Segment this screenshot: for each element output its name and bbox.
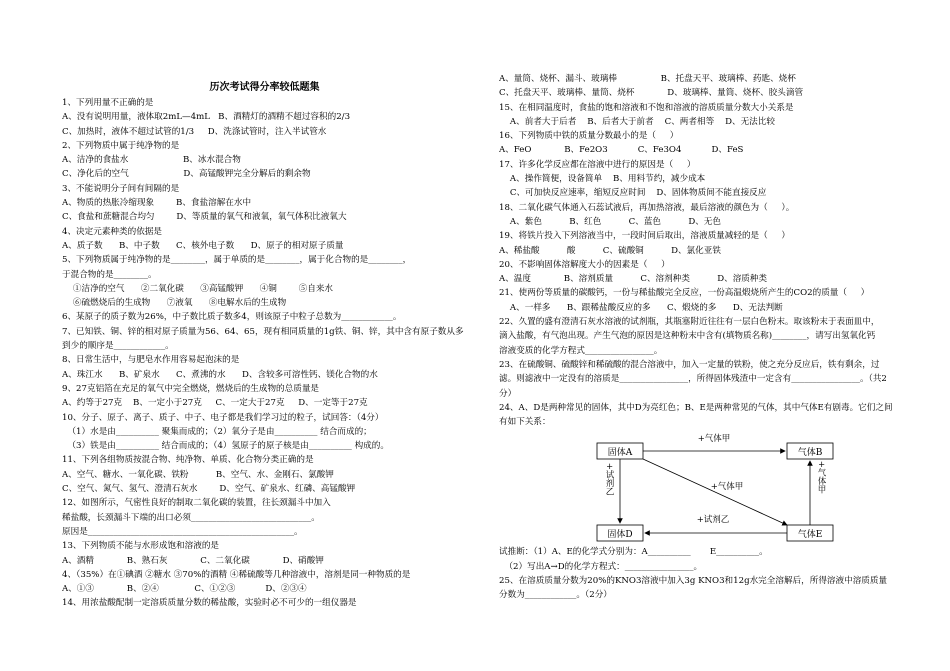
question-line: 到少的顺序是____________。 bbox=[62, 341, 174, 352]
reaction-diagram bbox=[499, 429, 907, 545]
reaction-diagram-svg bbox=[499, 429, 907, 545]
question-line: A、FeO B、Fe2O3 C、Fe3O4 D、FeS bbox=[499, 145, 744, 156]
question-line: 分数为____________。（2分） bbox=[499, 590, 612, 601]
question-line: 1、下列用量不正确的是 bbox=[62, 98, 154, 108]
question-line: 19、将铁片投入下列溶液当中，一段时间后取出，溶液质量减轻的是（ ） bbox=[499, 231, 791, 242]
question-line: A、洁净的食盐水 B、冰水混合物 bbox=[62, 155, 241, 166]
left-question-list bbox=[62, 96, 467, 611]
question-line: 21、使两份等质量的碳酸钙，一份与稀盐酸完全反应，一份高温煅烧所产生的CO2的质量（ ） bbox=[499, 288, 870, 299]
arrow-a-to-d-label: +试剂乙 bbox=[604, 463, 614, 496]
solid-d-label: 固体D bbox=[607, 530, 633, 541]
question-line: A、质子数 B、中子数 C、核外电子数 D、原子的相对原子质量 bbox=[62, 240, 344, 251]
question-line: A、珠江水 B、矿泉水 C、煮沸的水 D、含较多可溶性钙、镁化合物的水 bbox=[62, 369, 378, 380]
question-line: 4、（35%）在①碘酒 ②糖水 ③70%的酒精 ④稀硫酸等几种溶液中，溶剂是同一种物质的是 bbox=[62, 569, 411, 580]
question-line: 溶液变质的化学方程式________________。 bbox=[499, 345, 663, 356]
question-line: 18、二氧化碳气体通入石蕊试液后，再加热溶液，最后溶液的颜色为（ ）。 bbox=[499, 202, 795, 213]
question-line: 2、下列物质中属于纯净物的是 bbox=[62, 140, 180, 151]
question-line: C、可加快反应速率，缩短反应时间 D、固体物质间不能直接反应 bbox=[499, 188, 767, 199]
question-line: A、稀盐酸 酸 C、硫酸铜 D、氯化亚铁 bbox=[499, 245, 721, 256]
question-line: A、没有说明用量，液体取2mL—4mL B、酒精灯的酒精不超过容积的2/3 bbox=[62, 112, 351, 123]
arrow-e-to-d-label: +试剂乙 bbox=[696, 515, 730, 526]
question-line: 15、在相同温度时，食盐的饱和溶液和不饱和溶液的溶质质量分数大小关系是 bbox=[499, 102, 794, 113]
question-line: A、量筒、烧杯、漏斗、玻璃棒 B、托盘天平、玻璃棒、药匙、烧杯 bbox=[499, 74, 796, 84]
question-line: 13、下列物质不能与水形成饱和溶液的是 bbox=[62, 541, 220, 552]
question-line: 24、A、D是两种常见的固体，其中D为亮红色；B、E是两种常见的气体，其中气体E有剧毒。它们之间 bbox=[499, 402, 893, 413]
question-line: （1）水是由__________ 聚集而成的；（2）氧分子是由__________ 结合而成的； bbox=[62, 426, 372, 437]
question-line: A、一样多 B、跟稀盐酸反应的多 C、煅烧的多 D、无法判断 bbox=[499, 302, 783, 313]
question-line: 3、不能说明分子间有间隔的是 bbox=[62, 183, 180, 194]
question-line: 滤。则滤液中一定没有的溶质是________________，所得固体残渣中一定含有________________。（共2 bbox=[499, 374, 887, 385]
arrow-a-to-e-label: +气体甲 bbox=[710, 482, 744, 493]
question-line: A、操作简便，设备简单 B、用料节约，减少成本 bbox=[499, 174, 706, 185]
question-line: 试推断：（1）A、E的化学式分别为：A__________ E__________。 bbox=[499, 547, 768, 558]
question-line: 分） bbox=[499, 388, 517, 399]
gas-b-label: 气体B bbox=[797, 448, 823, 459]
question-line: C、加热时，液体不超过试管的1/3 D、洗涤试管时，注入半试管水 bbox=[62, 126, 327, 137]
question-line: A、紫色 B、红色 C、蓝色 D、无色 bbox=[499, 216, 721, 227]
page-title: 历次考试得分率较低题集 bbox=[209, 82, 320, 93]
question-line: 14、用浓盐酸配制一定溶质质量分数的稀盐酸，实验时必不可少的一组仪器是 bbox=[62, 598, 357, 609]
question-line: C、食盐和蔗糖混合均匀 D、等质量的氧气和液氧，氧气体积比液氧大 bbox=[62, 212, 347, 223]
question-line: ①洁净的空气 ②二氧化碳 ③高锰酸钾 ④铜 ⑤自来水 bbox=[62, 283, 334, 294]
question-line: A、前者大于后者 B、后者大于前者 C、两者相等 D、无法比较 bbox=[499, 116, 775, 127]
question-line: C、托盘天平、玻璃棒、量筒、烧杯 D、玻璃棒、量筒、烧杯、胶头滴管 bbox=[499, 88, 804, 99]
question-line: A、酒精 B、熟石灰 C、二氧化碳 D、硝酸钾 bbox=[62, 555, 324, 566]
question-line: 有如下关系： bbox=[499, 417, 551, 428]
question-line: 5、下列物质属于纯净物的是________，属于单质的是________，属于化合物的是________， bbox=[62, 255, 412, 266]
question-line: 16、下列物质中铁的质量分数最小的是（ ） bbox=[499, 131, 679, 142]
question-line: A、约等于27克 B、一定小于27克 C、一定大于27克 D、一定等于27克 bbox=[62, 398, 368, 409]
right-column bbox=[499, 0, 907, 603]
question-line: 滴入盐酸，有气泡出现。产生气泡的原因是这种粉末中含有(填物质名称)________，请写出氢氧化钙 bbox=[499, 331, 876, 342]
arrow-a-to-b-label: +气体甲 bbox=[697, 434, 731, 445]
question-line: 23、在硫酸铜、硫酸锌和稀硫酸的混合溶液中，加入一定量的铁粉，使之充分反应后，铁有剩余，过 bbox=[499, 359, 880, 370]
question-line: A、空气、糖水、一氧化碳、铁粉 B、空气、水、金刚石、氯酸钾 bbox=[62, 469, 334, 480]
question-line: 22、久置的盛有澄清石灰水溶液的试剂瓶，其瓶塞附近往往有一层白色粉末。取该粉末于表面皿中， bbox=[499, 317, 880, 328]
question-line: （3）铁是由__________ 结合而成的；（4）氢原子的原子核是由__________ 构成的。 bbox=[62, 441, 389, 452]
question-line: 9、27克铝箔在充足的氧气中完全燃烧，燃烧后的生成物的总质量是 bbox=[62, 383, 320, 394]
question-line: 稀盐酸，长颈漏斗下端的出口必须____________________________。 bbox=[62, 512, 320, 523]
right-question-list-after bbox=[499, 545, 907, 602]
right-question-list bbox=[499, 72, 907, 429]
question-line: 于混合物的是________。 bbox=[62, 269, 157, 280]
question-line: 20、不影响固体溶解度大小的因素是（ ） bbox=[499, 259, 670, 270]
question-line: 8、日常生活中，与肥皂水作用容易起泡沫的是 bbox=[62, 355, 240, 366]
question-line: ⑥硫燃烧后的生成物 ⑦液氧 ⑧电解水后的生成物 bbox=[62, 298, 287, 309]
question-line: A、温度 B、溶剂质量 C、溶剂种类 D、溶质种类 bbox=[499, 274, 768, 285]
left-column bbox=[62, 0, 467, 611]
question-line: 12、如图所示，气密性良好的制取二氧化碳的装置，往长颈漏斗中加入 bbox=[62, 498, 331, 509]
question-line: 4、决定元素种类的依据是 bbox=[62, 226, 162, 237]
question-line: C、净化后的空气 D、高锰酸钾完全分解后的剩余物 bbox=[62, 169, 311, 180]
question-line: A、物质的热胀冷缩现象 B、食盐溶解在水中 bbox=[62, 198, 252, 209]
question-line: 17、许多化学反应都在溶液中进行的原因是（ ） bbox=[499, 159, 696, 170]
arrow-e-to-b-label: +气体甲 bbox=[816, 461, 826, 494]
question-line: C、空气、氮气、氢气、澄清石灰水 D、空气、矿泉水、红磷、高锰酸钾 bbox=[62, 484, 356, 495]
question-line: 25、在溶质质量分数为20%的KNO3溶液中加入3g KNO3和12g水完全溶解后，所得溶液中溶质质量 bbox=[499, 576, 888, 587]
question-line: 10、分子、原子、离子、质子、中子、电子都是我们学习过的粒子，试回答：（4分） bbox=[62, 412, 384, 423]
question-line: 6、某原子的质子数为26%，中子数比质子数多4，则该原子中粒子总数为____________。 bbox=[62, 312, 402, 323]
gas-e-label: 气体E bbox=[797, 530, 823, 541]
solid-a-label: 固体A bbox=[607, 448, 633, 459]
question-line: 11、下列各组物质按混合物、纯净物、单质、化合物分类正确的是 bbox=[62, 455, 314, 466]
question-line: 原因是________________________________________________。 bbox=[62, 526, 303, 537]
question-line: （2）写出A→D的化学方程式：________________。 bbox=[499, 561, 703, 572]
question-line: A、①③ B、②④ C、①②③ D、②③④ bbox=[62, 584, 307, 595]
question-line: 7、已知铁、铜、锌的相对原子质量为56、64、65，现有相同质量的1g铁、铜、锌，其中含有原子数从多 bbox=[62, 326, 464, 337]
